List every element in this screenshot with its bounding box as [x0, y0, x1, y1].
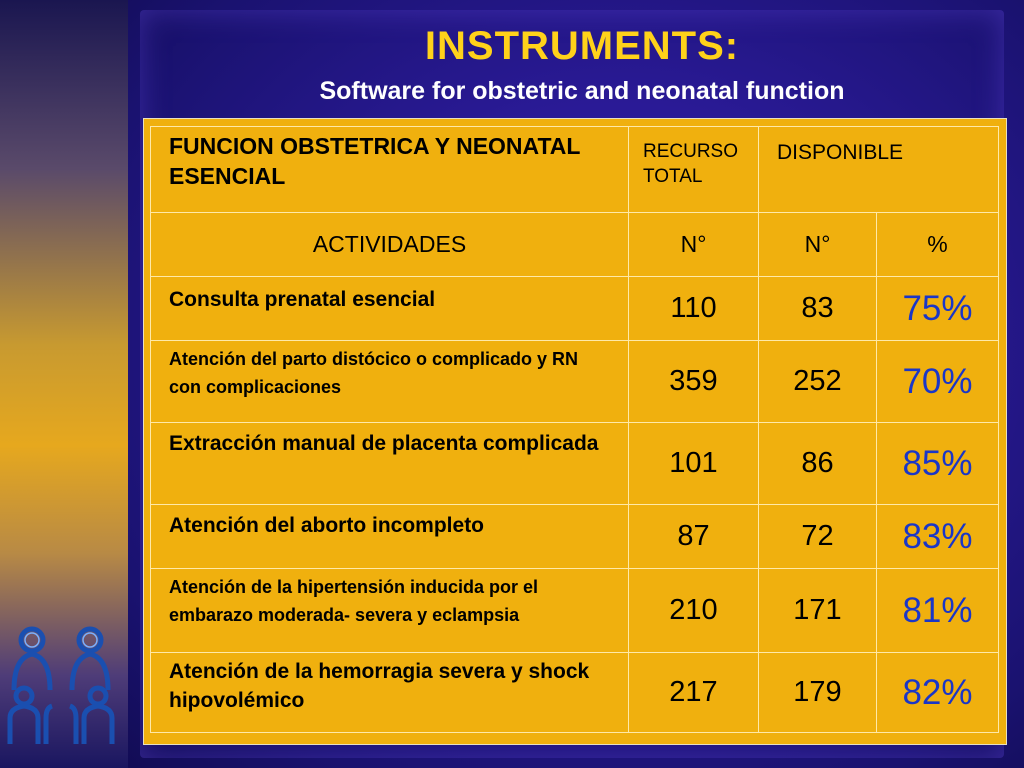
slide-subtitle: Software for obstetric and neonatal function — [319, 77, 845, 105]
table-row — [151, 653, 999, 733]
activity-cell: Atención del parto distócico o complicado y RN con complicaciones — [151, 341, 629, 423]
table-row — [151, 569, 999, 653]
available-cell: 252 — [759, 341, 877, 423]
available-cell: 171 — [759, 569, 877, 653]
table-header-row — [151, 127, 999, 213]
header-available: DISPONIBLE — [759, 127, 999, 213]
table-row — [151, 341, 999, 423]
activity-cell: Atención de la hipertensión inducida por el embarazo moderada- severa y eclampsia — [151, 569, 629, 653]
table-row — [151, 277, 999, 341]
available-cell: 83 — [759, 277, 877, 341]
header-function: FUNCION OBSTETRICA Y NEONATAL ESENCIAL — [151, 127, 629, 213]
subheader-n-available: N° — [759, 213, 877, 277]
percent-cell: 83% — [877, 505, 999, 569]
total-cell: 110 — [629, 277, 759, 341]
slide-title: INSTRUMENTS: — [424, 24, 740, 68]
total-cell: 210 — [629, 569, 759, 653]
header-total-resource: RECURSO TOTAL — [629, 127, 759, 213]
subheader-activities: ACTIVIDADES — [151, 213, 629, 277]
family-figures-logo-icon — [2, 618, 124, 748]
activity-cell: Atención del aborto incompleto — [151, 505, 629, 569]
activities-table — [150, 126, 999, 733]
percent-cell: 70% — [877, 341, 999, 423]
total-cell: 359 — [629, 341, 759, 423]
subheader-n-total: N° — [629, 213, 759, 277]
total-cell: 217 — [629, 653, 759, 733]
activity-cell: Consulta prenatal esencial — [151, 277, 629, 341]
total-cell: 101 — [629, 423, 759, 505]
available-cell: 179 — [759, 653, 877, 733]
table-row — [151, 423, 999, 505]
activities-table-panel — [143, 118, 1007, 745]
activity-cell: Atención de la hemorragia severa y shock hipovolémico — [151, 653, 629, 733]
table-subheader-row — [151, 213, 999, 277]
percent-cell: 85% — [877, 423, 999, 505]
table-row — [151, 505, 999, 569]
percent-cell: 81% — [877, 569, 999, 653]
subheader-percent: % — [877, 213, 999, 277]
available-cell: 86 — [759, 423, 877, 505]
available-cell: 72 — [759, 505, 877, 569]
percent-cell: 75% — [877, 277, 999, 341]
percent-cell: 82% — [877, 653, 999, 733]
total-cell: 87 — [629, 505, 759, 569]
activity-cell: Extracción manual de placenta complicada — [151, 423, 629, 505]
